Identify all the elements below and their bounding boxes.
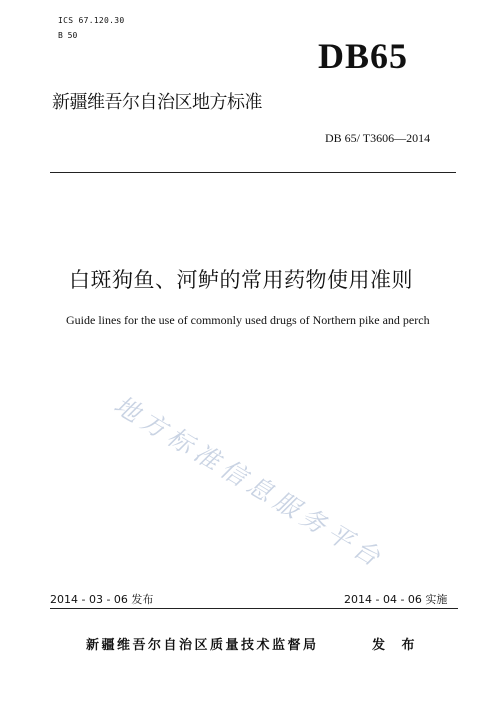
standard-number: DB 65/ T3606—2014 bbox=[325, 131, 431, 145]
standard-logo: DB65 bbox=[318, 36, 409, 76]
publish-label: 发 布 bbox=[372, 638, 421, 653]
implementation-date: 2014 - 04 - 06 实施 bbox=[344, 593, 448, 606]
document-title-english: Guide lines for the use of commonly used drugs of Northern pike and perch bbox=[66, 313, 430, 327]
document-title-chinese: 白斑狗鱼、河鲈的常用药物使用准则 bbox=[69, 268, 413, 292]
issue-date: 2014 - 03 - 06 发布 bbox=[50, 593, 154, 606]
issuer-region-title: 新疆维吾尔自治区地方标准 bbox=[52, 92, 262, 113]
ics-code: ICS 67.120.30 bbox=[58, 16, 125, 25]
top-divider bbox=[50, 172, 456, 173]
bottom-divider bbox=[50, 608, 458, 609]
ccs-code: B 50 bbox=[58, 31, 78, 40]
watermark: 地方标准信息服务平台 bbox=[109, 390, 390, 575]
issuing-authority: 新疆维吾尔自治区质量技术监督局 bbox=[86, 638, 319, 653]
